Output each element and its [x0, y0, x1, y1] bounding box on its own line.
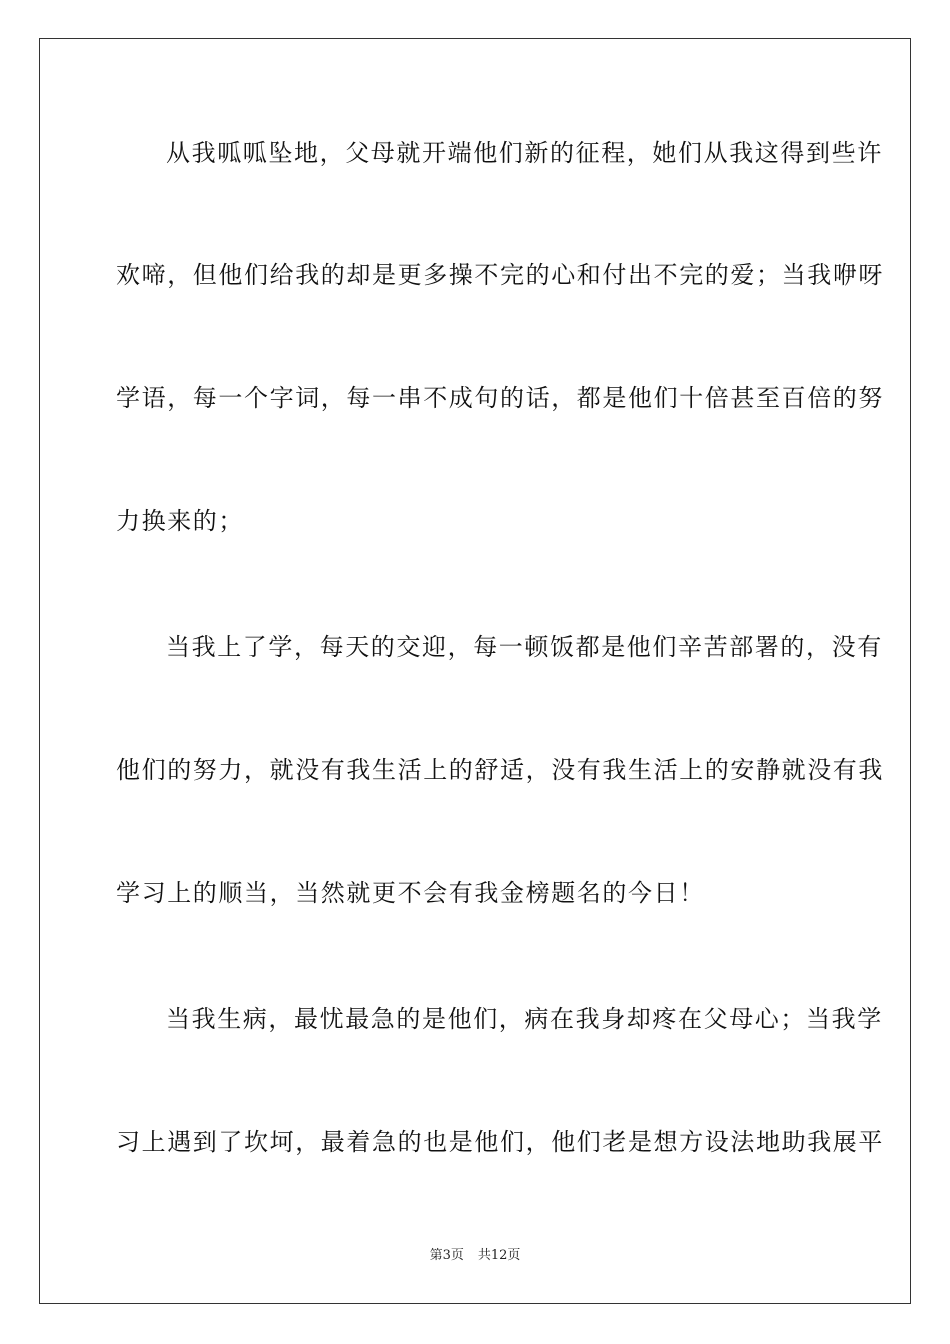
page-total: 共12页 [477, 1248, 521, 1263]
paragraph-2-line-1: 当我上了学，每天的交迎，每一顿饭都是他们辛苦部署的，没有 [166, 633, 883, 661]
page-number: 第3页 [429, 1248, 464, 1263]
paragraph-1-line-2: 欢啼，但他们给我的却是更多操不完的心和付出不完的爱；当我咿呀 [116, 261, 884, 289]
page-frame [39, 38, 911, 1304]
paragraph-1-line-1: 从我呱呱坠地，父母就开端他们新的征程，她们从我这得到些许 [166, 139, 883, 167]
paragraph-3-line-2: 习上遇到了坎坷，最着急的也是他们，他们老是想方设法地助我展平 [116, 1128, 884, 1156]
paragraph-1-line-4: 力换来的； [116, 507, 244, 535]
paragraph-3-line-1: 当我生病，最忧最急的是他们，病在我身却疼在父母心；当我学 [166, 1005, 883, 1033]
page-footer [0, 1247, 950, 1265]
paragraph-2-line-2: 他们的努力，就没有我生活上的舒适，没有我生活上的安静就没有我 [116, 756, 884, 784]
paragraph-2-line-3: 学习上的顺当，当然就更不会有我金榜题名的今日！ [116, 879, 705, 907]
paragraph-1-line-3: 学语，每一个字词，每一串不成句的话，都是他们十倍甚至百倍的努 [116, 384, 884, 412]
